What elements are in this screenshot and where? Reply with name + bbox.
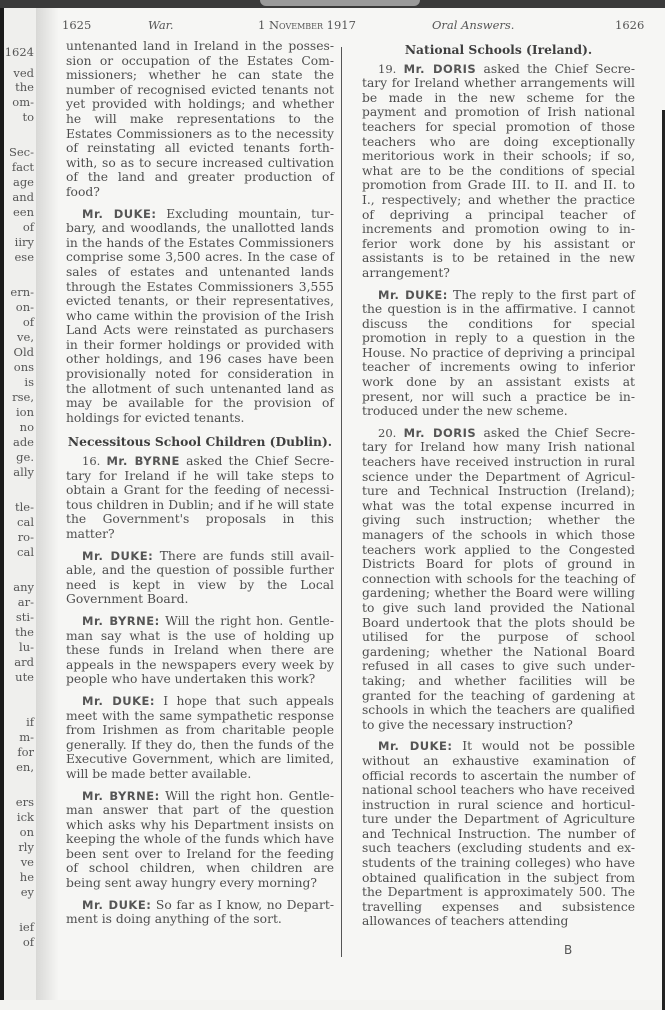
question-text: asked the Chief Secretary for Ireland if he will take steps to obtain a Grant for the feeding of necessitous children in Dublin; and if he will state the Government's proposals in this matter? [66, 454, 334, 541]
previous-page-text-fragment: sti- [15, 610, 34, 624]
answer-text: I hope that such appeals meet with the same sympathetic response from Irishmen as from charitable people generally. If they do, then the funds of the Executive Government, which are limited, will be made better available. [66, 693, 334, 781]
question-number: 16. [82, 454, 101, 469]
answer-paragraph [362, 739, 635, 929]
previous-page-text-fragment: is [24, 375, 34, 389]
answer-text: There are funds still available, and the question of possible further need is kept in view by the Local Government Board. [66, 548, 334, 607]
previous-page-text-fragment: ick [16, 810, 34, 824]
previous-page-text-fragment: ved [13, 66, 34, 80]
speaker-name: Mr. DUKE: [82, 897, 152, 912]
previous-page-text-fragment: fact [11, 160, 34, 174]
previous-page-text-fragment: of [22, 315, 34, 329]
book-gutter [36, 8, 58, 1000]
answer-paragraph [66, 549, 334, 607]
previous-page-text-fragment: ion [15, 405, 34, 419]
previous-page-text-fragment: ons [13, 360, 34, 374]
previous-page-text-fragment: ief [19, 920, 34, 934]
speaker-name: Mr. BYRNE: [82, 788, 160, 803]
previous-page-text-fragment: ve [20, 855, 34, 869]
previous-page-strip [4, 8, 36, 1000]
previous-page-text-fragment: age [12, 175, 34, 189]
previous-page-text-fragment: ese [14, 250, 34, 264]
supplementary-text: Will the right hon. Gentleman answer that part of the question which asks why his Department insists on keeping the whole of the funds which have been sent over to Ireland for the feeding of school children, when children are being sent away hungry every morning? [66, 788, 334, 891]
question-number: 19. [378, 61, 397, 76]
previous-page-text-fragment: m- [19, 730, 34, 744]
speaker-name: Mr. BYRNE: [82, 613, 160, 628]
section-heading: National Schools (Ireland). [404, 42, 593, 57]
previous-page-text-fragment: cal [17, 545, 34, 559]
previous-page-text-fragment: Sec- [8, 145, 34, 159]
section-heading: Necessitous School Children (Dublin). [67, 434, 333, 450]
previous-page-text-fragment: of [22, 220, 34, 234]
previous-page-text-fragment: rly [18, 840, 34, 854]
previous-page-text-fragment: ute [15, 670, 34, 684]
previous-page-text-fragment: of [22, 935, 34, 949]
answer-text: So far as I know, no Department is doing anything of the sort. [66, 897, 334, 927]
previous-page-text-fragment: om- [12, 95, 34, 109]
speaker-name: Mr. DUKE: [378, 739, 453, 754]
question-text: asked the Chief Secretary for Ireland whether arrangements will be made in the new scheme for the payment and promotion of Irish national teachers for special promotion of those teachers who are doing exceptionally meritorious work in their schools; if so, what are to be the conditions of special promotion from Grade III. to II. and II. to I., respectively; and whether the practice of depriving a principal teacher of increments and promotion owing to inferior work done by his assistant or assistants is to be retained in the new arrangement? [362, 61, 635, 280]
right-running-title: Oral Answers. [432, 18, 515, 32]
header-date: 1 November 1917 [258, 18, 356, 32]
left-column [66, 39, 334, 934]
question-paragraph [362, 62, 635, 281]
signature-mark: B [564, 943, 573, 957]
speaker-name: Mr. DUKE: [82, 206, 157, 221]
question-paragraph [66, 454, 334, 542]
running-header [62, 18, 645, 34]
previous-page-text-fragment: tle- [15, 500, 34, 514]
previous-page-text-fragment: the [15, 625, 34, 639]
answer-paragraph [66, 207, 334, 426]
supplementary-paragraph [66, 614, 334, 687]
previous-page-text-fragment: ve, [17, 330, 34, 344]
left-column-number: 1625 [62, 18, 92, 32]
question-paragraph [362, 426, 635, 732]
right-column-number: 1626 [615, 18, 645, 32]
previous-page-text-fragment: rse, [12, 390, 34, 404]
left-running-title: War. [148, 18, 174, 32]
question-text: asked the Chief Secretary for Ireland how many Irish national teachers have received instruction in rural science under the Department of Agriculture and Technical Instruction (Ireland); what was the total expense incurred in giving such instruction; whether the managers of the schools in which those teachers work applied to the Congested Districts Board for plots of ground in connection with schools for the teaching of gardening; whether the Board were willing to give such land provided the National Board undertook that the plots should be utilised for the purpose of school gardening; whether the National Board refused in all cases to give such undertaking; and whether facilities will be granted for the teaching of gardening at schools in which the teachers are qualified to give the necessary instruction? [362, 425, 635, 732]
previous-page-text-fragment: on- [15, 300, 34, 314]
speaker-name: Mr. DORIS [403, 61, 477, 76]
previous-page-text-fragment: to [22, 110, 34, 124]
previous-page-text-fragment: iiry [14, 235, 34, 249]
speaker-name: Mr. DUKE: [82, 548, 154, 563]
right-column [362, 43, 635, 936]
previous-page-text-fragment: cal [17, 515, 34, 529]
answer-text: The reply to the first part of the question is in the affirmative. I cannot discuss the conditions for special promotion in reply to a question in the House. No practice of depriving a principal teacher of increments owing to inferior work done by an assistant exists at present, nor will such a practice be introduced under the new scheme. [362, 287, 635, 419]
speaker-name: Mr. BYRNE [106, 454, 180, 469]
previous-page-text-fragment: any [13, 580, 34, 594]
previous-page-text-fragment: en, [16, 760, 34, 774]
previous-page-text-fragment: the [15, 80, 34, 94]
previous-page-text-fragment: and [12, 190, 34, 204]
previous-page-text-fragment: for [17, 745, 34, 759]
previous-page-text-fragment: ard [14, 655, 34, 669]
previous-page-text-fragment: lu- [19, 640, 34, 654]
question-continuation: untenanted land in Ireland in the possession or occupation of the Estates Commissioners; whether he can state the number of recognised evicted tenants not yet provided with holdings; and whether he will make representations to the Estates Commissioners as to the necessity of reinstating all evicted tenants forthwith, so as to secure increased cultivation of the land and greater production of food? [66, 39, 334, 199]
speaker-name: Mr. DUKE: [378, 287, 448, 302]
previous-page-text-fragment: Old [13, 345, 34, 359]
column-rule [341, 47, 342, 957]
scan-top-edge [0, 0, 665, 8]
previous-page-text-fragment: ally [13, 465, 34, 479]
answer-paragraph [362, 288, 635, 419]
previous-page-column-number: 1624 [4, 45, 34, 59]
answer-text: Excluding mountain, turbary, and woodlands, the unallotted lands in the hands of the Estates Commissioners comprise some 3,500 acres. In the case of sales of estates and untenanted lands through the Estates Commissioners 3,555 evicted tenants, or their representatives, who came within the provision of the Irish Land Acts were reinstated as purchasers in their former holdings or provided with other holdings, and 196 cases have been provisionally noted for consideration in the allotment of such untenanted land as may be available for the provision of holdings for evicted tenants. [66, 206, 334, 425]
previous-page-text-fragment: ey [20, 885, 34, 899]
supplementary-text: Will the right hon. Gentleman say what is the use of holding up these funds in Ireland when there are appeals in the newspapers every week by people who have undertaken this work? [66, 613, 334, 687]
previous-page-text-fragment: een [12, 205, 34, 219]
previous-page-text-fragment: on [19, 825, 34, 839]
answer-paragraph [66, 694, 334, 782]
supplementary-paragraph [66, 789, 334, 891]
speaker-name: Mr. DUKE: [82, 693, 155, 708]
previous-page-text-fragment: if [26, 715, 34, 729]
previous-page-text-fragment: ro- [17, 530, 34, 544]
question-number: 20. [378, 425, 397, 440]
previous-page-text-fragment: ade [12, 435, 34, 449]
answer-text: It would not be possible without an exhaustive examination of official records to ascertain the number of national school teachers who have received instruction in rural science and horticulture under the Department of Agriculture and Technical Instruction. The number of such teachers (excluding students and ex-students of the training colleges) who have obtained qualification in the subject from the Department is approximately 500. The travelling expenses and subsistence allowances of teachers attending [362, 739, 635, 929]
previous-page-text-fragment: ern- [10, 285, 34, 299]
previous-page-text-fragment: ers [15, 795, 34, 809]
answer-paragraph [66, 898, 334, 927]
previous-page-text-fragment: he [19, 870, 34, 884]
previous-page-text-fragment: ge. [16, 450, 34, 464]
previous-page-text-fragment: no [19, 420, 34, 434]
speaker-name: Mr. DORIS [403, 425, 477, 440]
previous-page-text-fragment: ar- [17, 595, 34, 609]
